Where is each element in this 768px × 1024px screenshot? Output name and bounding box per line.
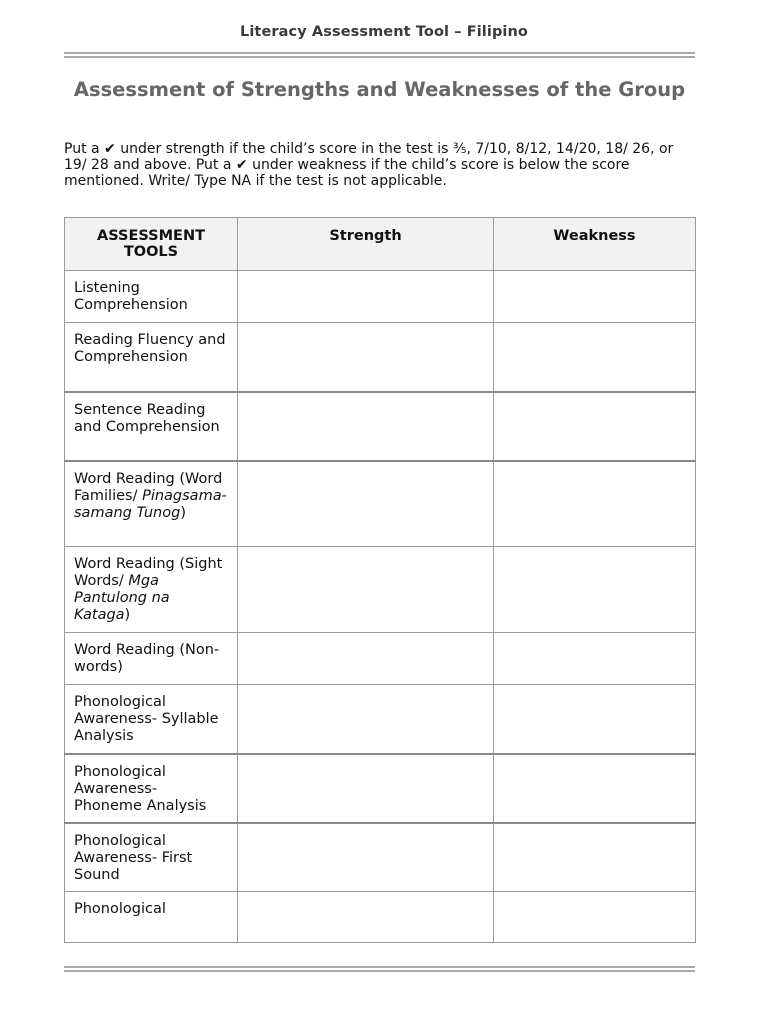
strength-cell[interactable] bbox=[238, 754, 494, 823]
row-label: Phonological bbox=[65, 892, 238, 943]
column-header-assessment-tools: ASSESSMENT TOOLS bbox=[65, 218, 238, 271]
document-title: Assessment of Strengths and Weaknesses of the Group bbox=[73, 78, 686, 101]
row-label bbox=[65, 461, 238, 547]
table-row bbox=[65, 892, 696, 943]
weakness-cell[interactable] bbox=[494, 685, 696, 754]
weakness-cell[interactable] bbox=[494, 547, 696, 633]
strength-cell[interactable] bbox=[238, 461, 494, 547]
instructions-paragraph: Put a ✔ under strength if the child’s score in the test is ⅗, 7/10, 8/12, 14/20, 18/ 26, or 19/ 28 and above. Put a ✔ under weakness if the child’s score is below the score mentioned. Write/ Type NA if the test is not applicable. bbox=[64, 141, 674, 190]
row-label: Listening Comprehension bbox=[65, 271, 238, 323]
strength-cell[interactable] bbox=[238, 271, 494, 323]
weakness-cell[interactable] bbox=[494, 392, 696, 461]
weakness-cell[interactable] bbox=[494, 461, 696, 547]
table-row bbox=[65, 633, 696, 685]
weakness-cell[interactable] bbox=[494, 323, 696, 392]
row-label bbox=[65, 547, 238, 633]
row-label: Phonological Awareness- First Sound bbox=[65, 823, 238, 892]
row-label-tail: ) bbox=[180, 504, 186, 521]
column-header-strength: Strength bbox=[238, 218, 494, 271]
row-label: Phonological Awareness- Phoneme Analysis bbox=[65, 754, 238, 823]
row-label-italic: Mga Pantulong na Kataga bbox=[74, 573, 170, 623]
weakness-cell[interactable] bbox=[494, 754, 696, 823]
table-row bbox=[65, 547, 696, 633]
strength-cell[interactable] bbox=[238, 323, 494, 392]
row-label-plain: Word Reading (Word Families/ bbox=[74, 470, 223, 504]
table-header-row bbox=[65, 218, 696, 271]
assessment-table bbox=[64, 217, 696, 943]
row-label: Reading Fluency and Comprehension bbox=[65, 323, 238, 392]
strength-cell[interactable] bbox=[238, 392, 494, 461]
table-row bbox=[65, 461, 696, 547]
strength-cell[interactable] bbox=[238, 892, 494, 943]
row-label-italic: Pinagsama-samang Tunog bbox=[74, 487, 227, 521]
strength-cell[interactable] bbox=[238, 547, 494, 633]
row-label-plain: Word Reading (Sight Words/ bbox=[74, 556, 223, 589]
row-label: Phonological Awareness- Syllable Analysis bbox=[65, 685, 238, 754]
footer-rule bbox=[64, 966, 695, 972]
row-label: Sentence Reading and Comprehension bbox=[65, 392, 238, 461]
table-row bbox=[65, 685, 696, 754]
table-row bbox=[65, 323, 696, 392]
table-row bbox=[65, 823, 696, 892]
table-row bbox=[65, 754, 696, 823]
column-header-weakness: Weakness bbox=[494, 218, 696, 271]
table-row bbox=[65, 392, 696, 461]
weakness-cell[interactable] bbox=[494, 823, 696, 892]
weakness-cell[interactable] bbox=[494, 892, 696, 943]
strength-cell[interactable] bbox=[238, 633, 494, 685]
header-rule bbox=[64, 52, 695, 58]
row-label-tail: ) bbox=[124, 607, 131, 623]
strength-cell[interactable] bbox=[238, 685, 494, 754]
row-label: Word Reading (Non-words) bbox=[65, 633, 238, 685]
weakness-cell[interactable] bbox=[494, 271, 696, 323]
strength-cell[interactable] bbox=[238, 823, 494, 892]
running-header: Literacy Assessment Tool – Filipino bbox=[240, 24, 528, 40]
weakness-cell[interactable] bbox=[494, 633, 696, 685]
table-row bbox=[65, 271, 696, 323]
